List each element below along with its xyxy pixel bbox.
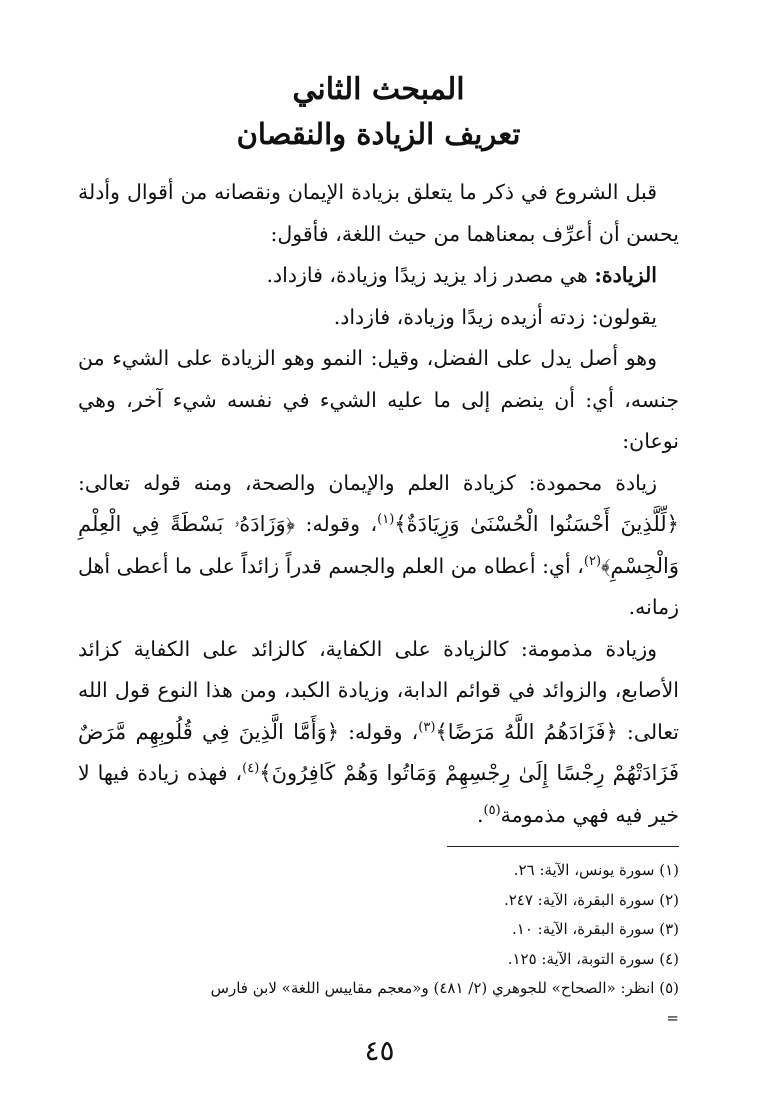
continuation-mark: = (666, 1008, 679, 1027)
section-title: المبحث الثاني (292, 72, 465, 107)
footnote-ref-2: (٢) (583, 553, 602, 569)
body-text (78, 172, 679, 836)
praised-text-b: ، وقوله: (295, 512, 378, 536)
blamed-text-a: وزيادة مذمومة: كالزيادة على الكفاية، كالزائد على الكفاية كزائد الأصابع، والزوائد في قوائم الدابة، وزيادة الكبد، ومن هذا النوع قول الله تعالى: (78, 636, 679, 744)
praised-text-c: ، أي: أعطاه من العلم والجسم قدراً زائداً على ما أعطى أهل زمانه. (78, 553, 679, 619)
paragraph-blamed (78, 629, 679, 837)
paragraph-definition (78, 255, 679, 297)
footnotes (78, 856, 679, 1033)
quran-verse-4: ﴿وَأَمَّا الَّذِينَ فِي قُلُوبِهِم مَّرَضٌ فَزَادَتْهُمْ رِجْسًا إِلَىٰ رِجْسِهِمْ وَمَاتُوا وَهُمْ كَافِرُونَ﴾ (78, 719, 679, 785)
subject-title: تعريف الزيادة والنقصان (236, 117, 521, 151)
paragraph-usage: يقولون: زدته أزيده زيدًا وزيادة، فازداد. (333, 304, 657, 329)
blamed-text-b: ، وقوله: (339, 719, 419, 744)
quran-verse-2: ﴿وَزَادَهُۥ بَسْطَةً فِي الْعِلْمِ وَالْجِسْمِ﴾ (78, 512, 679, 578)
footnote-5: (٥) انظر: «الصحاح» للجوهري (٢/ ٤٨١) و«معجم مقاييس اللغة» لابن فارس (210, 979, 679, 997)
quran-verse-3: ﴿فَزَادَهُمُ اللَّهُ مَرَضًا﴾ (435, 719, 618, 744)
definition-text: هي مصدر زاد يزيد زيدًا وزيادة، فازداد. (266, 263, 595, 287)
footnote-separator (78, 836, 679, 856)
term-ziyada: الزيادة: (594, 263, 657, 287)
footnote-4: (٤) سورة التوبة، الآية: ١٢٥. (507, 949, 679, 968)
footnote-2: (٢) سورة البقرة، الآية: ٢٤٧. (503, 890, 679, 909)
footnote-ref-5: (٥) (483, 802, 501, 818)
page-number: ٤٥ (364, 1034, 395, 1067)
blamed-text-c: ، فهذه زيادة فيها لا خير فيه فهي مذمومة (78, 761, 679, 827)
footnote-ref-1: (١) (377, 512, 395, 528)
separator-line (447, 846, 679, 847)
paragraph-praised (78, 463, 679, 629)
footnote-1: (١) سورة يونس، الآية: ٢٦. (513, 861, 679, 879)
paragraph-origin: وهو أصل يدل على الفضل، وقيل: النمو وهو الزيادة على الشيء من جنسه، أي: أن ينضم إلى ما عليه الشيء في نفسه شيء آخر، وهي نوعان: (78, 346, 679, 453)
footnote-3: (٣) سورة البقرة، الآية: ١٠. (512, 920, 679, 938)
footnote-ref-4: (٤) (242, 761, 260, 777)
praised-text-a: زيادة محمودة: كزيادة العلم والإيمان والصحة، ومنه قوله تعالى: (78, 470, 657, 495)
blamed-text-end: . (477, 802, 484, 827)
quran-verse-1: ﴿لِّلَّذِينَ أَحْسَنُوا الْحُسْنَىٰ وَزِيَادَةٌ﴾ (394, 512, 679, 536)
paragraph-intro: قبل الشروع في ذكر ما يتعلق بزيادة الإيمان ونقصانه من أقوال وأدلة يحسن أن أعرِّف بمعناهما من حيث اللغة، فأقول: (78, 180, 679, 246)
footnote-ref-3: (٣) (418, 719, 436, 735)
